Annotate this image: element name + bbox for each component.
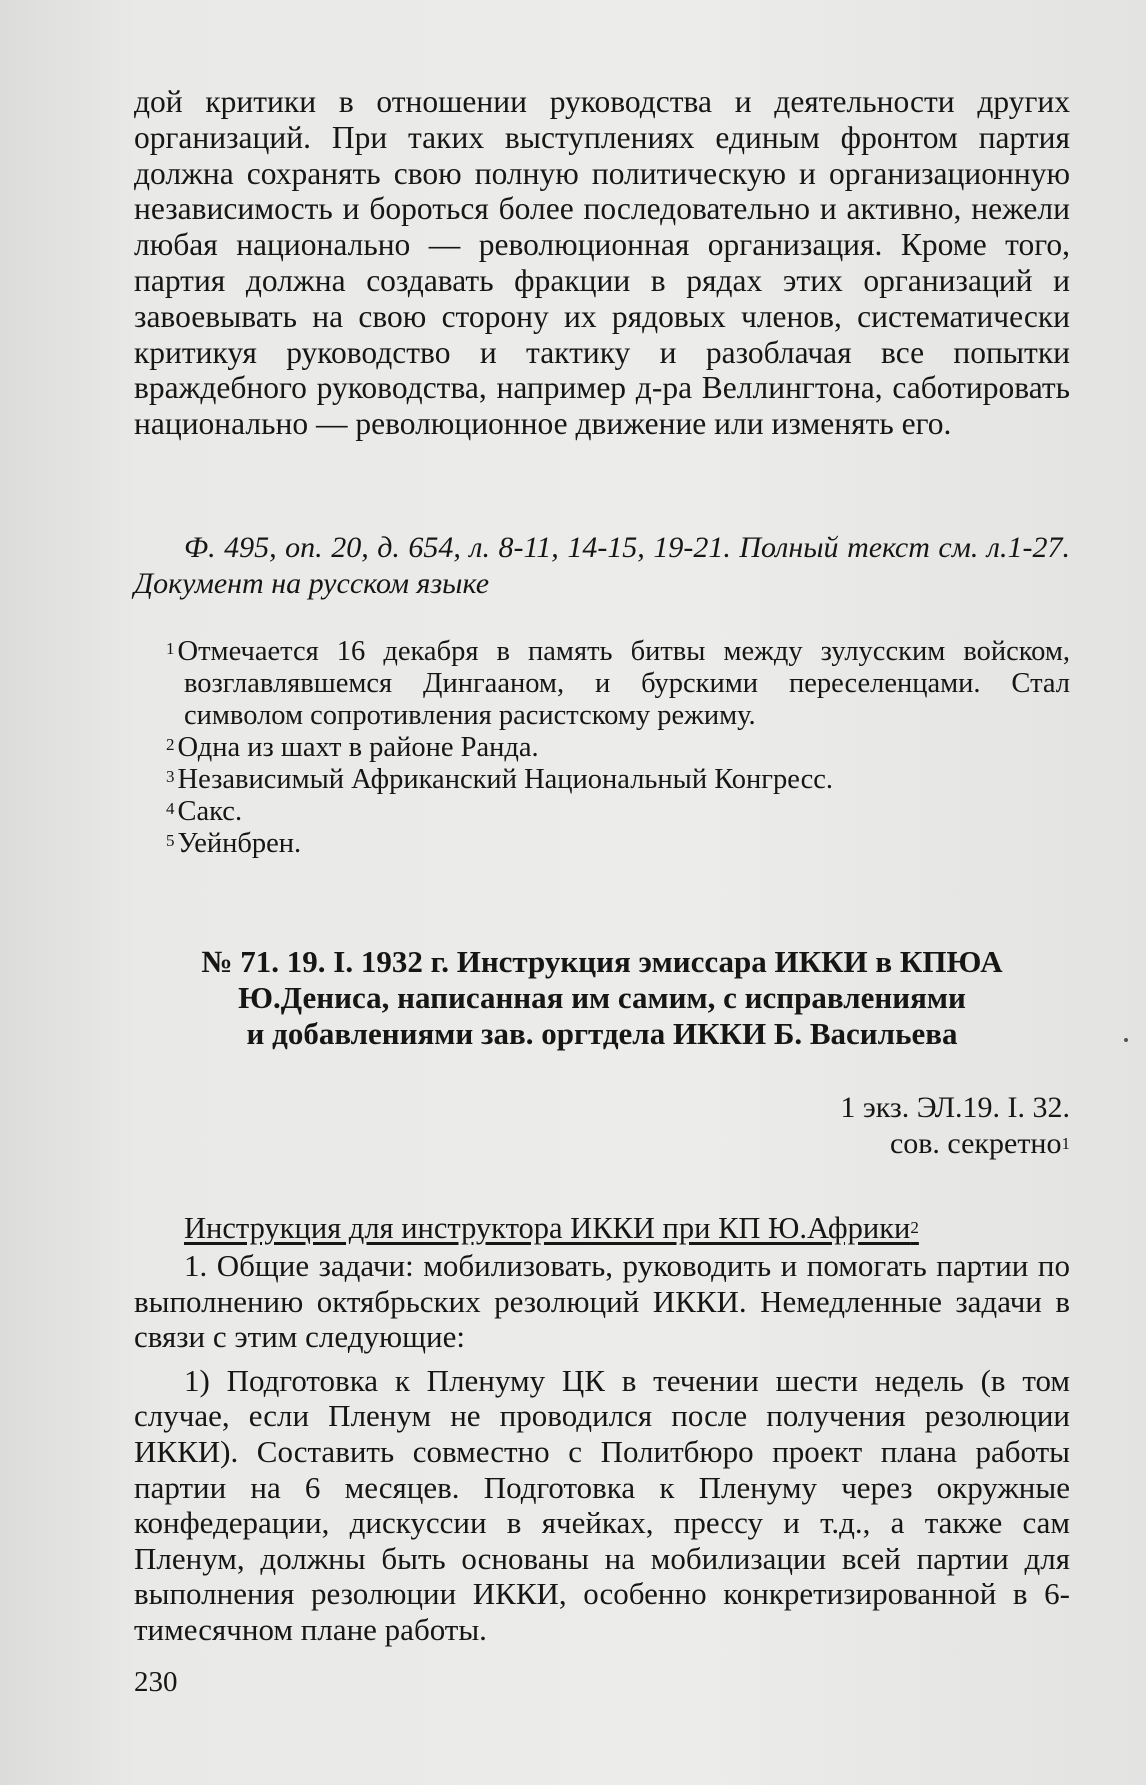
instruction-paragraph: 1. Общие задачи: мобилизовать, руководить и помогать партии по выполнению октябрьских резолюций ИККИ. Немедленные задачи в связи с этим следующие:: [134, 1248, 1070, 1355]
footnote: $^5$ Уейнбрен.: [166, 828, 302, 859]
continued-paragraph: [134, 84, 1070, 442]
paragraph-text: дой критики в отношении руководства и деятельности других организаций. При таких выступлениях единым фронтом партия должна сохранять свою полную политическую и организационную независимость и бороться более последовательно и активно, нежели любая национально — революционная организация. Кроме того, партия должна создавать фракции в рядах этих организаций и завоевывать на свою сторону их рядовых членов, систематически критикуя руководство и тактику и разоблачая все попытки враждебного руководства, например д-ра Веллингтона, саботировать национально — революционное движение или изменять его.: [134, 84, 1070, 442]
copy-note: 1 экз. ЭЛ.19. I. 32.: [840, 1091, 1070, 1124]
instruction-paragraph: 1) Подготовка к Пленуму ЦК в течении шести недель (в том случае, если Пленум не проводился после получения резолюции ИККИ). Составить совместно с Политбюро проект плана работы партии на 6 месяцев. Подготовка к Пленуму через окружные конфедерации, дискуссии в ячейках, прессу и т.д., а также сам Пленум, должны быть основаны на мобилизации всей партии для выполнения резолюции ИККИ, особенно конкретизированной в 6-тимесячном плане работы.: [134, 1362, 1070, 1647]
paper-speck: [1124, 1038, 1128, 1042]
footnote: $^4$ Сакс.: [166, 796, 243, 827]
secrecy-note: сов. секретно$^1$: [889, 1127, 1070, 1160]
archive-source: [134, 530, 1070, 602]
footnote: $^1$ Отмечается 16 декабря в память битвы между зулусским войском, возглавлявшемся Дингааном, и бурскими переселенцами. Стал символом сопротивления расистскому режиму.: [166, 636, 1070, 731]
archive-source-text: Ф. 495, оп. 20, д. 654, л. 8-11, 14-15, 19-21. Полный текст см. л.1-27. Документ на русском языке: [134, 531, 1070, 600]
heading-line: и добавлениями зав. оргтдела ИККИ Б. Васильева: [246, 1016, 958, 1051]
footnote: $^3$ Независимый Африканский Национальный Конгресс.: [166, 764, 834, 795]
instruction-title: Инструкция для инструктора ИККИ при КП Ю.Африки$^2$: [184, 1211, 919, 1245]
footnote: $^2$ Одна из шахт в районе Ранда.: [166, 732, 539, 763]
instruction-body: [134, 1248, 1070, 1648]
footnotes: [134, 636, 1070, 860]
page-number: 230: [134, 1666, 178, 1698]
heading-line: № 71. 19. I. 1932 г. Инструкция эмиссара ИККИ в КПЮА: [201, 944, 1003, 979]
document-heading: [134, 944, 1070, 1052]
heading-line: Ю.Дениса, написанная им самим, с исправлениями: [238, 980, 966, 1015]
